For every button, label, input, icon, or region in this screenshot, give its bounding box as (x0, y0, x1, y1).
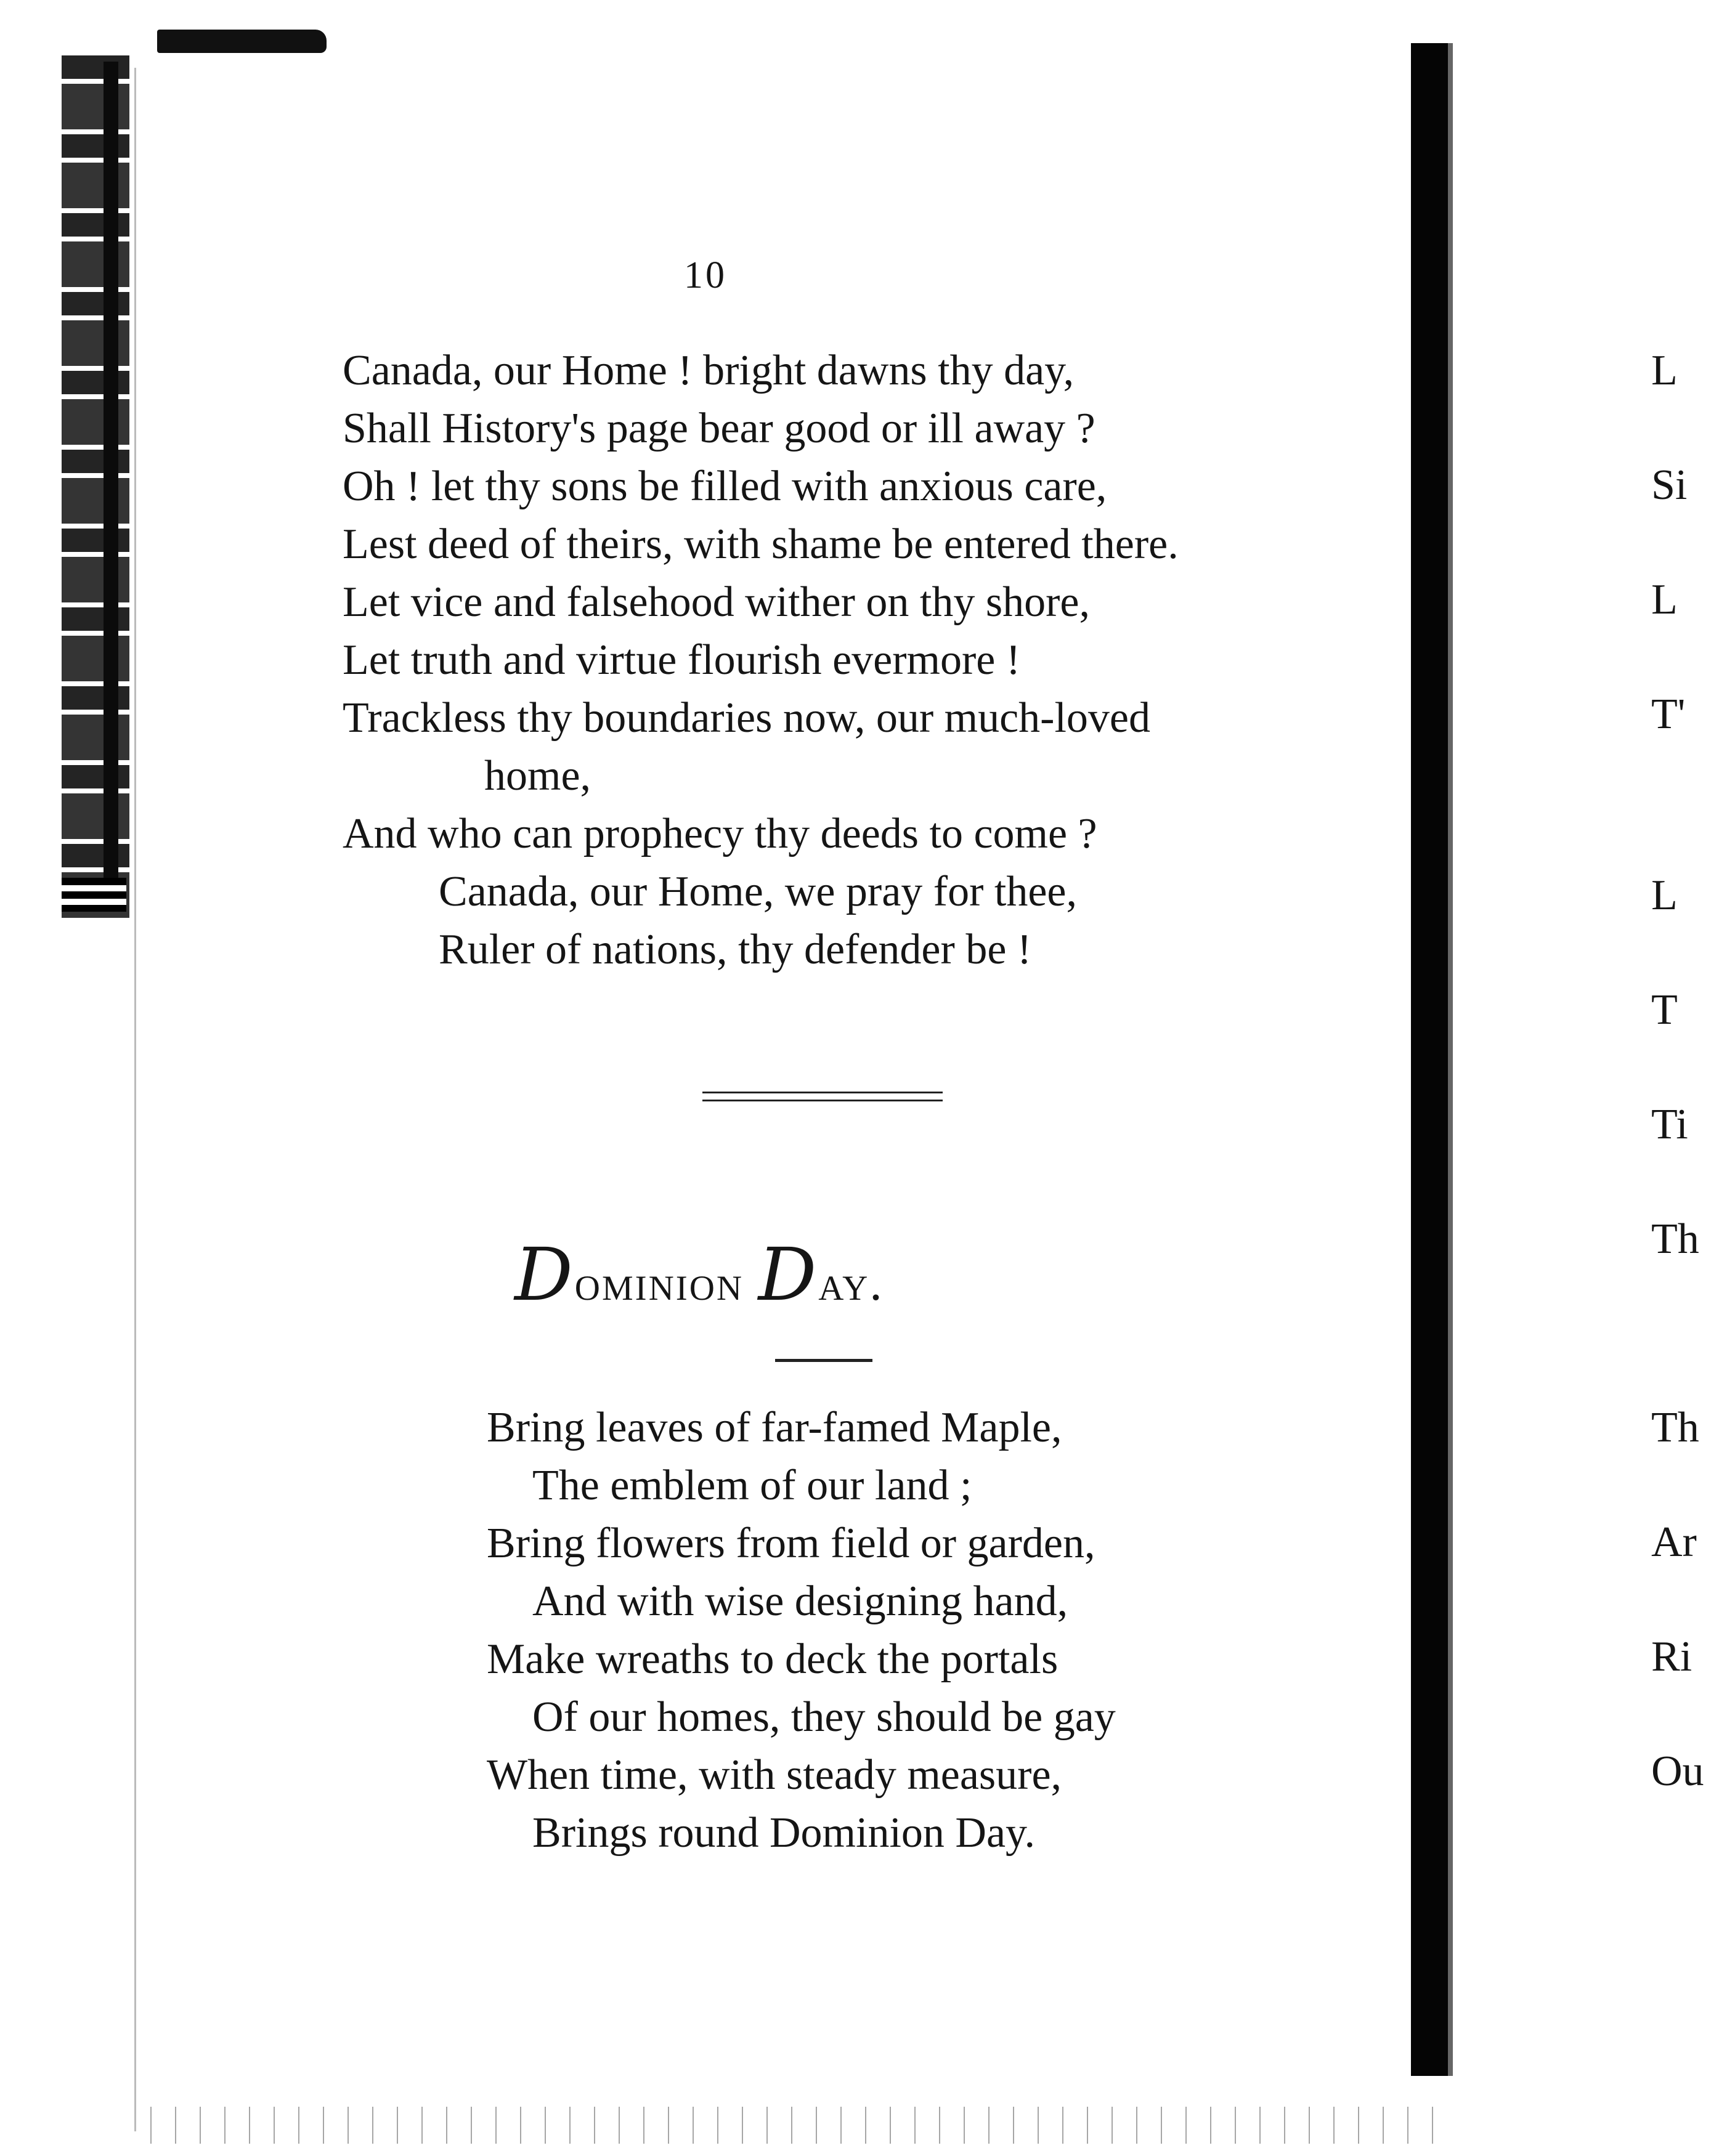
facing-page-text: Th (1651, 1404, 1699, 1451)
poem-refrain-line: Ruler of nations, thy defender be ! (439, 926, 1032, 973)
poem-line-indented: And with wise designing hand, (532, 1578, 1068, 1625)
facing-page-text: L (1651, 347, 1678, 394)
poem-line: Trackless thy boundaries now, our much-loved (343, 694, 1150, 742)
title-underline (775, 1359, 872, 1362)
poem-line-indented: The emblem of our land ; (532, 1462, 972, 1509)
book-gutter-shadow (1411, 43, 1448, 2076)
title-word: ay. (818, 1255, 884, 1311)
facing-page-text: Si (1651, 461, 1688, 509)
facing-page-text: L (1651, 576, 1678, 623)
poem-line-indented: Brings round Dominion Day. (532, 1809, 1035, 1857)
poem-line: And who can prophecy thy deeds to come ? (343, 810, 1097, 857)
facing-page-text: T (1651, 986, 1678, 1034)
poem-line: Oh ! let thy sons be filled with anxious care, (343, 463, 1107, 510)
poem-line-indented: Of our homes, they should be gay (532, 1693, 1116, 1741)
title-initial: D (514, 1232, 575, 1317)
poem-line: Let truth and virtue flourish evermore ! (343, 636, 1021, 684)
poem-line: Bring flowers from field or garden, (487, 1520, 1095, 1567)
scan-noise-bottom (142, 2107, 1436, 2144)
section-divider (702, 1092, 943, 1101)
page-number: 10 (684, 254, 727, 296)
poem-refrain-line: Canada, our Home, we pray for thee, (439, 868, 1077, 915)
facing-page-text: T' (1651, 691, 1686, 738)
facing-page-text: Ri (1651, 1633, 1693, 1680)
scan-smudge-top (157, 30, 327, 53)
poem-line: Shall History's page bear good or ill away ? (343, 405, 1095, 452)
title-word: ominion (574, 1255, 758, 1311)
facing-page-text: Th (1651, 1215, 1699, 1263)
poem-title (0, 1232, 1399, 1317)
poem-line: Canada, our Home ! bright dawns thy day, (343, 347, 1075, 394)
poem-line: Make wreaths to deck the portals (487, 1635, 1059, 1683)
scan-binding-shadow (104, 62, 118, 912)
title-initial: D (758, 1232, 819, 1317)
scan-binding-edge (62, 55, 129, 918)
facing-page-text: L (1651, 872, 1678, 919)
facing-page-text: Ou (1651, 1748, 1704, 1795)
scan-binding-bars (62, 878, 126, 912)
poem-line: Bring leaves of far-famed Maple, (487, 1404, 1062, 1451)
facing-page-text: Ti (1651, 1101, 1688, 1148)
poem-line: Lest deed of theirs, with shame be entered there. (343, 521, 1179, 568)
poem-line: Let vice and falsehood wither on thy shore, (343, 578, 1090, 626)
page-edge-line (134, 68, 136, 2131)
poem-line-continuation: home, (484, 752, 591, 800)
facing-page-text: Ar (1651, 1518, 1697, 1566)
poem-line: When time, with steady measure, (487, 1751, 1062, 1799)
book-gutter-fade (1448, 43, 1453, 2076)
